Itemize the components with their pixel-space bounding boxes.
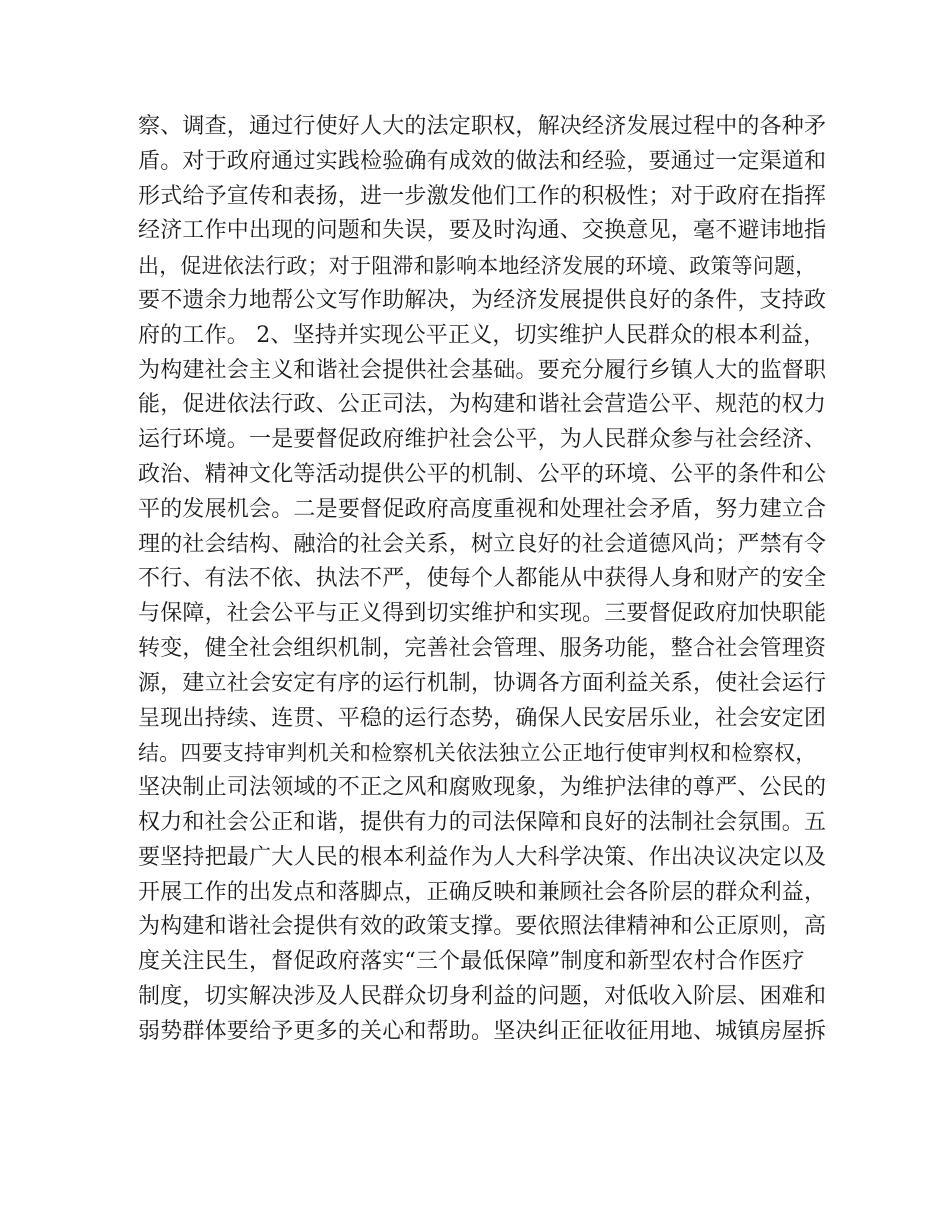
text-line: 察、调查，通过行使好人大的法定职权，解决经济发展过程中的各种矛 <box>138 114 827 139</box>
text-line: 能，促进依法行政、公正司法，为构建和谐社会营造公平、规范的权力 <box>138 392 827 418</box>
text-line: 不行、有法不依、执法不严，使每个人都能从中获得人身和财产的安全 <box>138 566 827 592</box>
text-line: 经济工作中出现的问题和失误，要及时沟通、交换意见，毫不避讳地指 <box>138 218 827 244</box>
text-line: 理的社会结构、融洽的社会关系，树立良好的社会道德风尚；严禁有令 <box>138 531 827 557</box>
text-line: 源，建立社会安定有序的运行机制，协调各方面利益关系，使社会运行 <box>138 670 827 696</box>
text-line: 形式给予宣传和表扬，进一步激发他们工作的积极性；对于政府在指挥 <box>138 183 827 209</box>
text-line: 为构建和谐社会提供有效的政策支撑。要依照法律精神和公正原则，高 <box>138 914 827 940</box>
text-line: 度关注民生，督促政府落实“三个最低保障”制度和新型农村合作医疗 <box>138 949 805 975</box>
text-line: 结。四要支持审判机关和检察机关依法独立公正地行使审判权和检察权， <box>138 741 817 766</box>
text-line: 与保障，社会公平与正义得到切实维护和实现。三要督促政府加快职能 <box>138 601 827 627</box>
text-line: 府的工作。 2、坚持并实现公平正义，切实维护人民群众的根本利益， <box>138 322 826 348</box>
text-line: 制度，切实解决涉及人民群众切身利益的问题，对低收入阶层、困难和 <box>138 983 827 1009</box>
text-line: 要不遗余力地帮公文写作助解决，为经济发展提供良好的条件，支持政 <box>138 287 827 313</box>
body-text <box>138 110 828 1050</box>
text-line: 要坚持把最广大人民的根本利益作为人大科学决策、作出决议决定以及 <box>138 844 827 870</box>
text-line: 坚决制止司法领域的不正之风和腐败现象，为维护法律的尊严、公民的 <box>138 775 827 801</box>
text-line: 开展工作的出发点和落脚点，正确反映和兼顾社会各阶层的群众利益， <box>138 879 827 905</box>
text-line: 权力和社会公正和谐，提供有力的司法保障和良好的法制社会氛围。五 <box>138 809 827 835</box>
text-line: 转变，健全社会组织机制，完善社会管理、服务功能，整合社会管理资 <box>138 635 827 661</box>
text-line: 政治、精神文化等活动提供公平的机制、公平的环境、公平的条件和公 <box>138 461 827 487</box>
text-line: 平的发展机会。二是要督促政府高度重视和处理社会矛盾，努力建立合 <box>138 496 827 522</box>
text-line: 盾。对于政府通过实践检验确有成效的做法和经验，要通过一定渠道和 <box>138 148 827 174</box>
text-line: 出，促进依法行政；对于阻滞和影响本地经济发展的环境、政策等问题， <box>138 254 817 279</box>
text-line: 运行环境。一是要督促政府维护社会公平，为人民群众参与社会经济、 <box>138 427 827 453</box>
text-line: 呈现出持续、连贯、平稳的运行态势，确保人民安居乐业，社会安定团 <box>138 705 827 731</box>
text-line: 弱势群体要给予更多的关心和帮助。坚决纠正征收征用地、城镇房屋拆 <box>138 1018 827 1044</box>
text-line: 为构建社会主义和谐社会提供社会基础。要充分履行乡镇人大的监督职 <box>138 357 827 383</box>
